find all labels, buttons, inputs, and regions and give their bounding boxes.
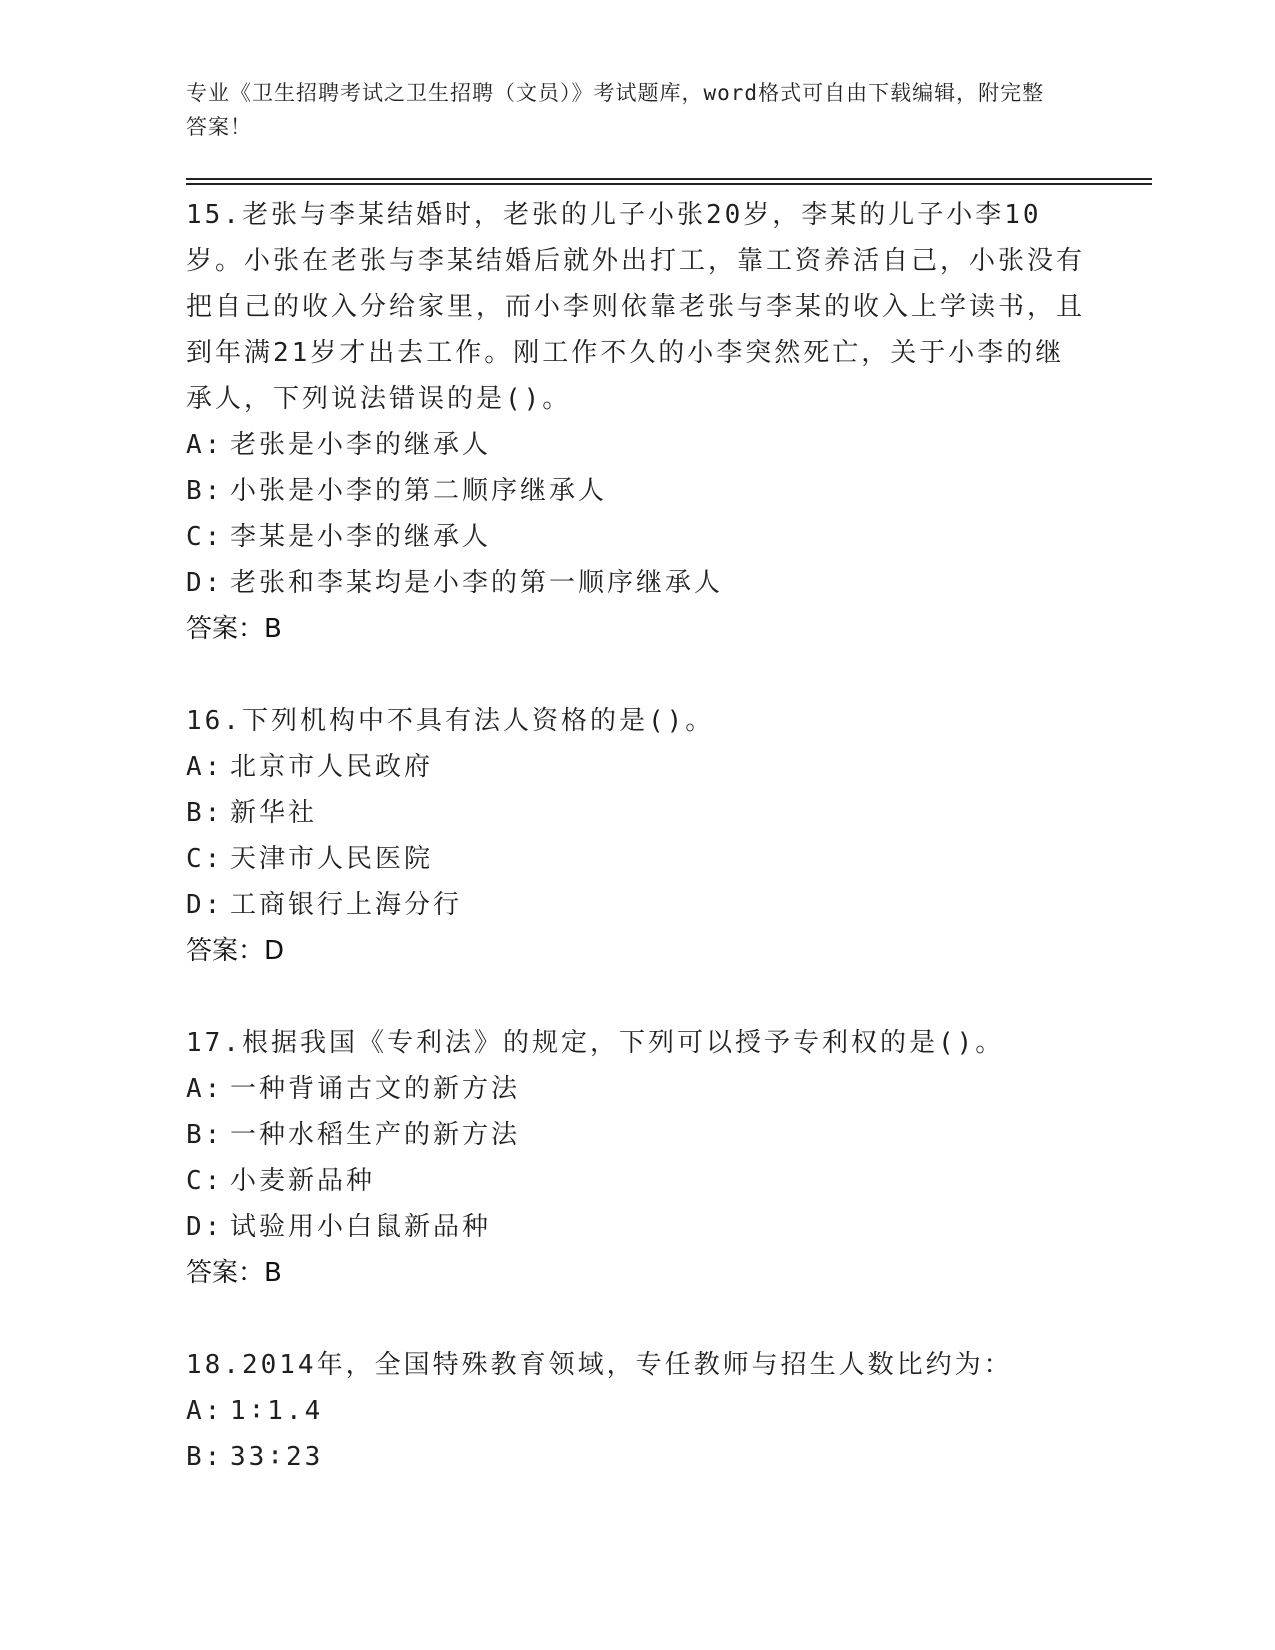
option-letter: A: xyxy=(186,752,224,782)
option-letter: A: xyxy=(186,430,224,460)
option-d xyxy=(186,560,1086,606)
question-list xyxy=(186,192,1086,1526)
answer-line: 答案：D xyxy=(186,936,285,966)
answer-line: 答案：B xyxy=(186,1258,282,1288)
option-letter: A: xyxy=(186,1074,224,1104)
option-letter: C: xyxy=(186,844,224,874)
option-letter: D: xyxy=(186,890,224,920)
option-c xyxy=(186,1158,1086,1204)
option-text: 33∶23 xyxy=(230,1442,324,1472)
option-letter: C: xyxy=(186,1166,224,1196)
option-text: 李某是小李的继承人 xyxy=(230,522,492,552)
option-d xyxy=(186,1204,1086,1250)
option-text: 新华社 xyxy=(230,798,318,828)
question-17 xyxy=(186,1020,1086,1296)
option-text: 老张是小李的继承人 xyxy=(230,430,492,460)
option-d xyxy=(186,882,1086,928)
option-text: 1∶1.4 xyxy=(230,1396,324,1426)
question-stem: 18.2014年，全国特殊教育领域，专任教师与招生人数比约为： xyxy=(186,1350,1013,1380)
option-text: 试验用小白鼠新品种 xyxy=(230,1212,492,1242)
option-b xyxy=(186,1434,1086,1480)
document-header: 专业《卫生招聘考试之卫生招聘（文员）》考试题库，word格式可自由下载编辑，附完整答案！ xyxy=(186,81,1045,139)
option-text: 天津市人民医院 xyxy=(230,844,434,874)
option-b xyxy=(186,1112,1086,1158)
option-text: 一种水稻生产的新方法 xyxy=(230,1120,521,1150)
option-letter: B: xyxy=(186,476,224,506)
answer-line: 答案：B xyxy=(186,614,282,644)
option-text: 工商银行上海分行 xyxy=(230,890,463,920)
option-letter: B: xyxy=(186,798,224,828)
question-stem: 16.下列机构中不具有法人资格的是()。 xyxy=(186,706,715,736)
option-text: 一种背诵古文的新方法 xyxy=(230,1074,521,1104)
option-letter: B: xyxy=(186,1442,224,1472)
option-letter: B: xyxy=(186,1120,224,1150)
question-15 xyxy=(186,192,1086,652)
option-text: 小张是小李的第二顺序继承人 xyxy=(230,476,608,506)
question-18 xyxy=(186,1342,1086,1480)
option-letter: D: xyxy=(186,1212,224,1242)
question-stem: 15.老张与李某结婚时，老张的儿子小张20岁，李某的儿子小李10岁。小张在老张与李某结婚后就外出打工，靠工资养活自己，小张没有把自己的收入分给家里，而小李则依靠老张与李某的收入上学读书，且到年满21岁才出去工作。刚工作不久的小李突然死亡，关于小李的继承人，下列说法错误的是()。 xyxy=(186,200,1086,414)
header-rule-top xyxy=(186,178,1152,180)
option-a xyxy=(186,422,1086,468)
option-a xyxy=(186,744,1086,790)
option-letter: D: xyxy=(186,568,224,598)
option-letter: A: xyxy=(186,1396,224,1426)
option-text: 北京市人民政府 xyxy=(230,752,434,782)
option-c xyxy=(186,836,1086,882)
header-rule-bottom xyxy=(186,183,1152,185)
option-text: 小麦新品种 xyxy=(230,1166,376,1196)
option-text: 老张和李某均是小李的第一顺序继承人 xyxy=(230,568,724,598)
option-b xyxy=(186,468,1086,514)
option-letter: C: xyxy=(186,522,224,552)
option-b xyxy=(186,790,1086,836)
option-a xyxy=(186,1066,1086,1112)
question-16 xyxy=(186,698,1086,974)
option-a xyxy=(186,1388,1086,1434)
question-stem: 17.根据我国《专利法》的规定，下列可以授予专利权的是()。 xyxy=(186,1028,1005,1058)
option-c xyxy=(186,514,1086,560)
